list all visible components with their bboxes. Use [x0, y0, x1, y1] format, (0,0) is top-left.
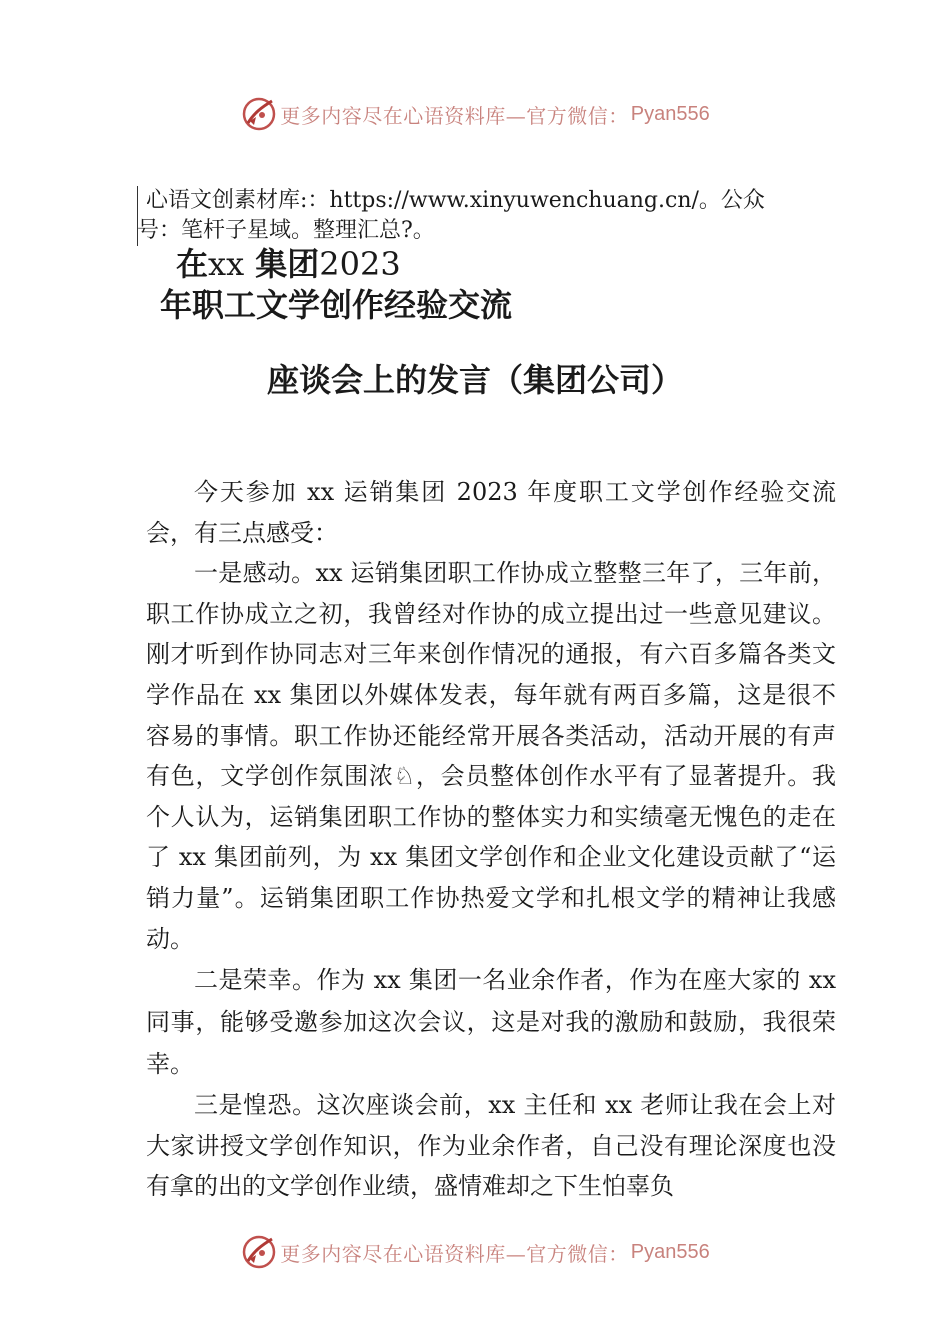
title-line-1	[176, 244, 401, 284]
watermark-text: 更多内容尽在心语资料库—官方微信：	[280, 103, 629, 128]
speech-body	[146, 472, 836, 1207]
source-note-line-2: 号：笔杆子星域。整理汇总?。	[137, 218, 435, 243]
paragraph-uneasy: 三是惶恐。这次座谈会前，xx 主任和 xx 老师让我在会上对大家讲授文学创作知识，作为业余作者，自己没有理论深度也没有拿的出的文学创作业绩，盛情难却之下生怕辜负	[146, 1091, 836, 1201]
brush-logo-icon	[240, 95, 278, 133]
title-line-2: 年职工文学创作经验交流	[160, 286, 513, 324]
source-note	[137, 186, 846, 246]
header-watermark	[0, 92, 950, 136]
title-part-group: 集团	[255, 245, 320, 283]
watermark-handle: Pyan556	[630, 102, 710, 125]
title-line-3: 座谈会上的发言（集团公司）	[266, 361, 683, 399]
title-part-xx: xx	[208, 245, 245, 283]
title-part-year: 2023	[319, 245, 401, 283]
brush-logo-icon	[240, 1233, 278, 1271]
source-note-line-1: 心语文创素材库:：https://www.xinyuwenchuang.cn/。公众	[146, 188, 765, 213]
paragraph-intro: 今天参加 xx 运销集团 2023 年度职工文学创作经验交流会，有三点感受：	[146, 478, 836, 547]
title-part-zai: 在	[176, 245, 209, 283]
watermark-text: 更多内容尽在心语资料库—官方微信：	[280, 1241, 629, 1266]
paragraph-honored: 二是荣幸。作为 xx 集团一名业余作者，作为在座大家的 xx 同事，能够受邀参加这次会议，这是对我的激励和鼓励，我很荣幸。	[146, 966, 836, 1079]
watermark-handle: Pyan556	[630, 1240, 710, 1263]
paragraph-moved: 一是感动。xx 运销集团职工作协成立整整三年了，三年前，职工作协成立之初，我曾经对作协的成立提出过一些意见建议。刚才听到作协同志对三年来创作情况的通报，有六百多篇各类文学作品在 xx 集团以外媒体发表，每年就有两百多篇，这是很不容易的事情。职工作协还能经常开展各类活动，活动开展的有声有色，文学创作氛围浓♘，会员整体创作水平有了显著提升。我个人认为，运销集团职工作协的整体实力和实绩毫无愧色的走在了 xx 集团前列，为 xx 集团文学创作和企业文化建设贡献了“运销力量”。运销集团职工作协热爱文学和扎根文学的精神让我感动。	[146, 559, 836, 953]
footer-watermark	[0, 1230, 950, 1274]
